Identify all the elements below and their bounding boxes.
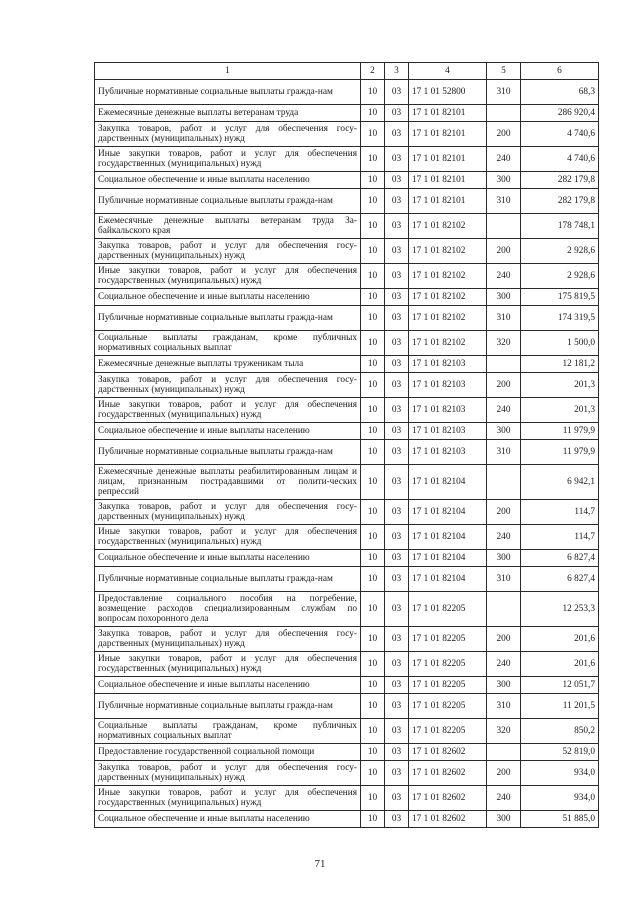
row-subsection-cell: 03: [385, 786, 409, 811]
row-amount-cell: 114,7: [521, 500, 599, 525]
row-section-cell: 10: [361, 719, 385, 744]
row-amount-cell: 174 319,5: [521, 306, 599, 331]
row-target-code-cell: 17 1 01 82104: [409, 567, 487, 592]
row-amount-cell: 51 885,0: [521, 811, 599, 828]
row-expense-type-cell: 300: [487, 423, 521, 440]
table-row: [95, 786, 599, 811]
row-amount-cell: 12 181,2: [521, 356, 599, 373]
row-subsection-cell: 03: [385, 694, 409, 719]
table-row: [95, 567, 599, 592]
row-target-code-cell: 17 1 01 82205: [409, 592, 487, 627]
row-name-cell: Иные закупки товаров, работ и услуг для обеспечения государственных (муниципальных) нужд: [95, 398, 361, 423]
row-expense-type-cell: 200: [487, 627, 521, 652]
row-name-cell: Ежемесячные денежные выплаты труженикам тыла: [95, 356, 361, 373]
row-subsection-cell: 03: [385, 239, 409, 264]
row-name-cell: Социальное обеспечение и иные выплаты населению: [95, 811, 361, 828]
row-name-cell: Публичные нормативные социальные выплаты гражда-нам: [95, 440, 361, 465]
table-row: [95, 525, 599, 550]
row-name-cell: Социальные выплаты гражданам, кроме публичных нормативных социальных выплат: [95, 331, 361, 356]
table-row: [95, 811, 599, 828]
row-amount-cell: 201,3: [521, 398, 599, 423]
row-subsection-cell: 03: [385, 289, 409, 306]
row-section-cell: 10: [361, 214, 385, 239]
row-expense-type-cell: 310: [487, 80, 521, 105]
row-subsection-cell: 03: [385, 811, 409, 828]
table-row: [95, 373, 599, 398]
row-amount-cell: 11 201,5: [521, 694, 599, 719]
row-expense-type-cell: 200: [487, 239, 521, 264]
row-expense-type-cell: 300: [487, 289, 521, 306]
row-target-code-cell: 17 1 01 52800: [409, 80, 487, 105]
row-section-cell: 10: [361, 356, 385, 373]
row-subsection-cell: 03: [385, 214, 409, 239]
row-section-cell: 10: [361, 694, 385, 719]
row-subsection-cell: 03: [385, 677, 409, 694]
row-section-cell: 10: [361, 652, 385, 677]
row-amount-cell: 11 979,9: [521, 423, 599, 440]
row-expense-type-cell: 240: [487, 525, 521, 550]
row-section-cell: 10: [361, 172, 385, 189]
header-col-6: 6: [521, 63, 599, 80]
row-target-code-cell: 17 1 01 82102: [409, 264, 487, 289]
table-row: [95, 500, 599, 525]
row-section-cell: 10: [361, 306, 385, 331]
row-amount-cell: 12 253,3: [521, 592, 599, 627]
row-target-code-cell: 17 1 01 82103: [409, 356, 487, 373]
row-amount-cell: 286 920,4: [521, 105, 599, 122]
row-amount-cell: 175 819,5: [521, 289, 599, 306]
row-target-code-cell: 17 1 01 82103: [409, 373, 487, 398]
table-row: [95, 189, 599, 214]
row-name-cell: Социальное обеспечение и иные выплаты населению: [95, 289, 361, 306]
row-amount-cell: 11 979,9: [521, 440, 599, 465]
row-expense-type-cell: 240: [487, 264, 521, 289]
row-subsection-cell: 03: [385, 465, 409, 500]
row-name-cell: Ежемесячные денежные выплаты реабилитированным лицам и лицам, признанным пострадавшими от полити-ческих репрессий: [95, 465, 361, 500]
row-section-cell: 10: [361, 331, 385, 356]
row-expense-type-cell: [487, 465, 521, 500]
row-name-cell: Иные закупки товаров, работ и услуг для обеспечения государственных (муниципальных) нужд: [95, 786, 361, 811]
row-name-cell: Публичные нормативные социальные выплаты гражда-нам: [95, 694, 361, 719]
row-amount-cell: 12 051,7: [521, 677, 599, 694]
row-target-code-cell: 17 1 01 82101: [409, 105, 487, 122]
row-target-code-cell: 17 1 01 82102: [409, 289, 487, 306]
row-expense-type-cell: 310: [487, 440, 521, 465]
row-name-cell: Социальные выплаты гражданам, кроме публичных нормативных социальных выплат: [95, 719, 361, 744]
row-name-cell: Социальное обеспечение и иные выплаты населению: [95, 423, 361, 440]
row-expense-type-cell: 300: [487, 811, 521, 828]
row-expense-type-cell: 300: [487, 550, 521, 567]
table-row: [95, 122, 599, 147]
row-subsection-cell: 03: [385, 652, 409, 677]
table-row: [95, 592, 599, 627]
row-name-cell: Закупка товаров, работ и услуг для обеспечения госу-дарственных (муниципальных) нужд: [95, 500, 361, 525]
row-expense-type-cell: 200: [487, 500, 521, 525]
row-amount-cell: 201,6: [521, 652, 599, 677]
table-row: [95, 652, 599, 677]
row-target-code-cell: 17 1 01 82103: [409, 440, 487, 465]
row-name-cell: Предоставление социального пособия на погребение, возмещение расходов специализированным службам по вопросам похоронного дела: [95, 592, 361, 627]
row-amount-cell: 2 928,6: [521, 264, 599, 289]
row-expense-type-cell: [487, 214, 521, 239]
row-expense-type-cell: 320: [487, 719, 521, 744]
row-expense-type-cell: 310: [487, 694, 521, 719]
table-row: [95, 761, 599, 786]
row-section-cell: 10: [361, 105, 385, 122]
table-row: [95, 306, 599, 331]
row-name-cell: Иные закупки товаров, работ и услуг для обеспечения государственных (муниципальных) нужд: [95, 147, 361, 172]
row-target-code-cell: 17 1 01 82101: [409, 122, 487, 147]
row-target-code-cell: 17 1 01 82101: [409, 189, 487, 214]
row-name-cell: Иные закупки товаров, работ и услуг для обеспечения государственных (муниципальных) нужд: [95, 264, 361, 289]
row-section-cell: 10: [361, 592, 385, 627]
row-name-cell: Закупка товаров, работ и услуг для обеспечения госу-дарственных (муниципальных) нужд: [95, 627, 361, 652]
row-target-code-cell: 17 1 01 82602: [409, 744, 487, 761]
row-target-code-cell: 17 1 01 82205: [409, 652, 487, 677]
row-expense-type-cell: 240: [487, 786, 521, 811]
row-subsection-cell: 03: [385, 500, 409, 525]
row-amount-cell: 68,3: [521, 80, 599, 105]
row-target-code-cell: 17 1 01 82103: [409, 423, 487, 440]
row-section-cell: 10: [361, 465, 385, 500]
budget-table-container: [94, 62, 598, 828]
row-name-cell: Закупка товаров, работ и услуг для обеспечения госу-дарственных (муниципальных) нужд: [95, 122, 361, 147]
row-amount-cell: 114,7: [521, 525, 599, 550]
row-expense-type-cell: 200: [487, 761, 521, 786]
row-expense-type-cell: 240: [487, 398, 521, 423]
row-expense-type-cell: 240: [487, 652, 521, 677]
row-amount-cell: 52 819,0: [521, 744, 599, 761]
row-section-cell: 10: [361, 373, 385, 398]
table-row: [95, 744, 599, 761]
row-section-cell: 10: [361, 761, 385, 786]
row-amount-cell: 201,6: [521, 627, 599, 652]
row-target-code-cell: 17 1 01 82205: [409, 694, 487, 719]
row-expense-type-cell: 310: [487, 189, 521, 214]
row-expense-type-cell: 310: [487, 567, 521, 592]
row-name-cell: Закупка товаров, работ и услуг для обеспечения госу-дарственных (муниципальных) нужд: [95, 373, 361, 398]
row-expense-type-cell: [487, 356, 521, 373]
table-row: [95, 719, 599, 744]
row-target-code-cell: 17 1 01 82205: [409, 677, 487, 694]
row-subsection-cell: 03: [385, 761, 409, 786]
row-target-code-cell: 17 1 01 82102: [409, 214, 487, 239]
row-name-cell: Иные закупки товаров, работ и услуг для обеспечения государственных (муниципальных) нужд: [95, 525, 361, 550]
row-section-cell: 10: [361, 677, 385, 694]
table-row: [95, 264, 599, 289]
row-subsection-cell: 03: [385, 172, 409, 189]
row-amount-cell: 282 179,8: [521, 189, 599, 214]
table-row: [95, 289, 599, 306]
row-subsection-cell: 03: [385, 306, 409, 331]
row-subsection-cell: 03: [385, 105, 409, 122]
row-amount-cell: 6 827,4: [521, 567, 599, 592]
row-amount-cell: 282 179,8: [521, 172, 599, 189]
table-row: [95, 147, 599, 172]
row-target-code-cell: 17 1 01 82205: [409, 719, 487, 744]
table-row: [95, 423, 599, 440]
budget-table: [94, 62, 599, 828]
row-subsection-cell: 03: [385, 627, 409, 652]
row-target-code-cell: 17 1 01 82104: [409, 465, 487, 500]
row-expense-type-cell: 310: [487, 306, 521, 331]
row-target-code-cell: 17 1 01 82103: [409, 398, 487, 423]
row-name-cell: Публичные нормативные социальные выплаты гражда-нам: [95, 80, 361, 105]
table-body: [95, 80, 599, 828]
row-amount-cell: 934,0: [521, 761, 599, 786]
row-name-cell: Социальное обеспечение и иные выплаты населению: [95, 172, 361, 189]
row-amount-cell: 6 827,4: [521, 550, 599, 567]
row-target-code-cell: 17 1 01 82101: [409, 147, 487, 172]
header-col-2: 2: [361, 63, 385, 80]
row-subsection-cell: 03: [385, 550, 409, 567]
row-subsection-cell: 03: [385, 147, 409, 172]
row-section-cell: 10: [361, 80, 385, 105]
row-section-cell: 10: [361, 147, 385, 172]
table-row: [95, 440, 599, 465]
row-section-cell: 10: [361, 440, 385, 465]
row-name-cell: Публичные нормативные социальные выплаты гражда-нам: [95, 189, 361, 214]
row-expense-type-cell: 300: [487, 172, 521, 189]
table-row: [95, 331, 599, 356]
row-target-code-cell: 17 1 01 82104: [409, 550, 487, 567]
row-section-cell: 10: [361, 122, 385, 147]
row-amount-cell: 850,2: [521, 719, 599, 744]
row-target-code-cell: 17 1 01 82602: [409, 811, 487, 828]
row-target-code-cell: 17 1 01 82101: [409, 172, 487, 189]
row-subsection-cell: 03: [385, 264, 409, 289]
row-subsection-cell: 03: [385, 567, 409, 592]
table-row: [95, 239, 599, 264]
row-section-cell: 10: [361, 500, 385, 525]
row-subsection-cell: 03: [385, 719, 409, 744]
row-subsection-cell: 03: [385, 80, 409, 105]
row-section-cell: 10: [361, 264, 385, 289]
row-target-code-cell: 17 1 01 82102: [409, 306, 487, 331]
row-section-cell: 10: [361, 744, 385, 761]
row-section-cell: 10: [361, 423, 385, 440]
row-subsection-cell: 03: [385, 423, 409, 440]
row-subsection-cell: 03: [385, 592, 409, 627]
row-name-cell: Закупка товаров, работ и услуг для обеспечения госу-дарственных (муниципальных) нужд: [95, 239, 361, 264]
table-row: [95, 677, 599, 694]
row-subsection-cell: 03: [385, 122, 409, 147]
row-name-cell: Публичные нормативные социальные выплаты гражда-нам: [95, 306, 361, 331]
row-target-code-cell: 17 1 01 82104: [409, 500, 487, 525]
row-target-code-cell: 17 1 01 82205: [409, 627, 487, 652]
row-amount-cell: 1 500,0: [521, 331, 599, 356]
row-subsection-cell: 03: [385, 525, 409, 550]
row-section-cell: 10: [361, 786, 385, 811]
row-target-code-cell: 17 1 01 82104: [409, 525, 487, 550]
table-row: [95, 214, 599, 239]
row-expense-type-cell: 240: [487, 147, 521, 172]
table-row: [95, 550, 599, 567]
row-name-cell: Предоставление государственной социальной помощи: [95, 744, 361, 761]
page-number: 71: [314, 858, 326, 870]
header-col-4: 4: [409, 63, 487, 80]
row-section-cell: 10: [361, 239, 385, 264]
row-amount-cell: 178 748,1: [521, 214, 599, 239]
row-expense-type-cell: 200: [487, 122, 521, 147]
row-section-cell: 10: [361, 398, 385, 423]
row-expense-type-cell: 320: [487, 331, 521, 356]
row-section-cell: 10: [361, 289, 385, 306]
table-row: [95, 694, 599, 719]
table-row: [95, 627, 599, 652]
row-amount-cell: 4 740,6: [521, 147, 599, 172]
row-name-cell: Социальное обеспечение и иные выплаты населению: [95, 677, 361, 694]
row-target-code-cell: 17 1 01 82602: [409, 786, 487, 811]
row-amount-cell: 2 928,6: [521, 239, 599, 264]
row-section-cell: 10: [361, 189, 385, 214]
row-subsection-cell: 03: [385, 331, 409, 356]
header-col-3: 3: [385, 63, 409, 80]
row-target-code-cell: 17 1 01 82602: [409, 761, 487, 786]
table-row: [95, 105, 599, 122]
table-row: [95, 80, 599, 105]
row-target-code-cell: 17 1 01 82102: [409, 331, 487, 356]
row-section-cell: 10: [361, 811, 385, 828]
table-row: [95, 465, 599, 500]
row-name-cell: Ежемесячные денежные выплаты ветеранам труда: [95, 105, 361, 122]
row-name-cell: Ежемесячные денежные выплаты ветеранам труда За-байкальского края: [95, 214, 361, 239]
header-row: [95, 63, 599, 80]
row-section-cell: 10: [361, 567, 385, 592]
row-subsection-cell: 03: [385, 373, 409, 398]
table-row: [95, 172, 599, 189]
table-row: [95, 398, 599, 423]
row-subsection-cell: 03: [385, 440, 409, 465]
row-name-cell: Иные закупки товаров, работ и услуг для обеспечения государственных (муниципальных) нужд: [95, 652, 361, 677]
row-name-cell: Социальное обеспечение и иные выплаты населению: [95, 550, 361, 567]
row-subsection-cell: 03: [385, 356, 409, 373]
row-expense-type-cell: [487, 592, 521, 627]
table-row: [95, 356, 599, 373]
row-subsection-cell: 03: [385, 398, 409, 423]
row-expense-type-cell: [487, 744, 521, 761]
row-subsection-cell: 03: [385, 189, 409, 214]
header-col-5: 5: [487, 63, 521, 80]
row-target-code-cell: 17 1 01 82102: [409, 239, 487, 264]
row-name-cell: Публичные нормативные социальные выплаты гражда-нам: [95, 567, 361, 592]
row-amount-cell: 6 942,1: [521, 465, 599, 500]
row-amount-cell: 201,3: [521, 373, 599, 398]
row-name-cell: Закупка товаров, работ и услуг для обеспечения госу-дарственных (муниципальных) нужд: [95, 761, 361, 786]
row-section-cell: 10: [361, 550, 385, 567]
row-section-cell: 10: [361, 525, 385, 550]
row-section-cell: 10: [361, 627, 385, 652]
row-expense-type-cell: 200: [487, 373, 521, 398]
row-amount-cell: 4 740,6: [521, 122, 599, 147]
row-amount-cell: 934,0: [521, 786, 599, 811]
row-expense-type-cell: 300: [487, 677, 521, 694]
row-expense-type-cell: [487, 105, 521, 122]
header-col-1: 1: [95, 63, 361, 80]
row-subsection-cell: 03: [385, 744, 409, 761]
